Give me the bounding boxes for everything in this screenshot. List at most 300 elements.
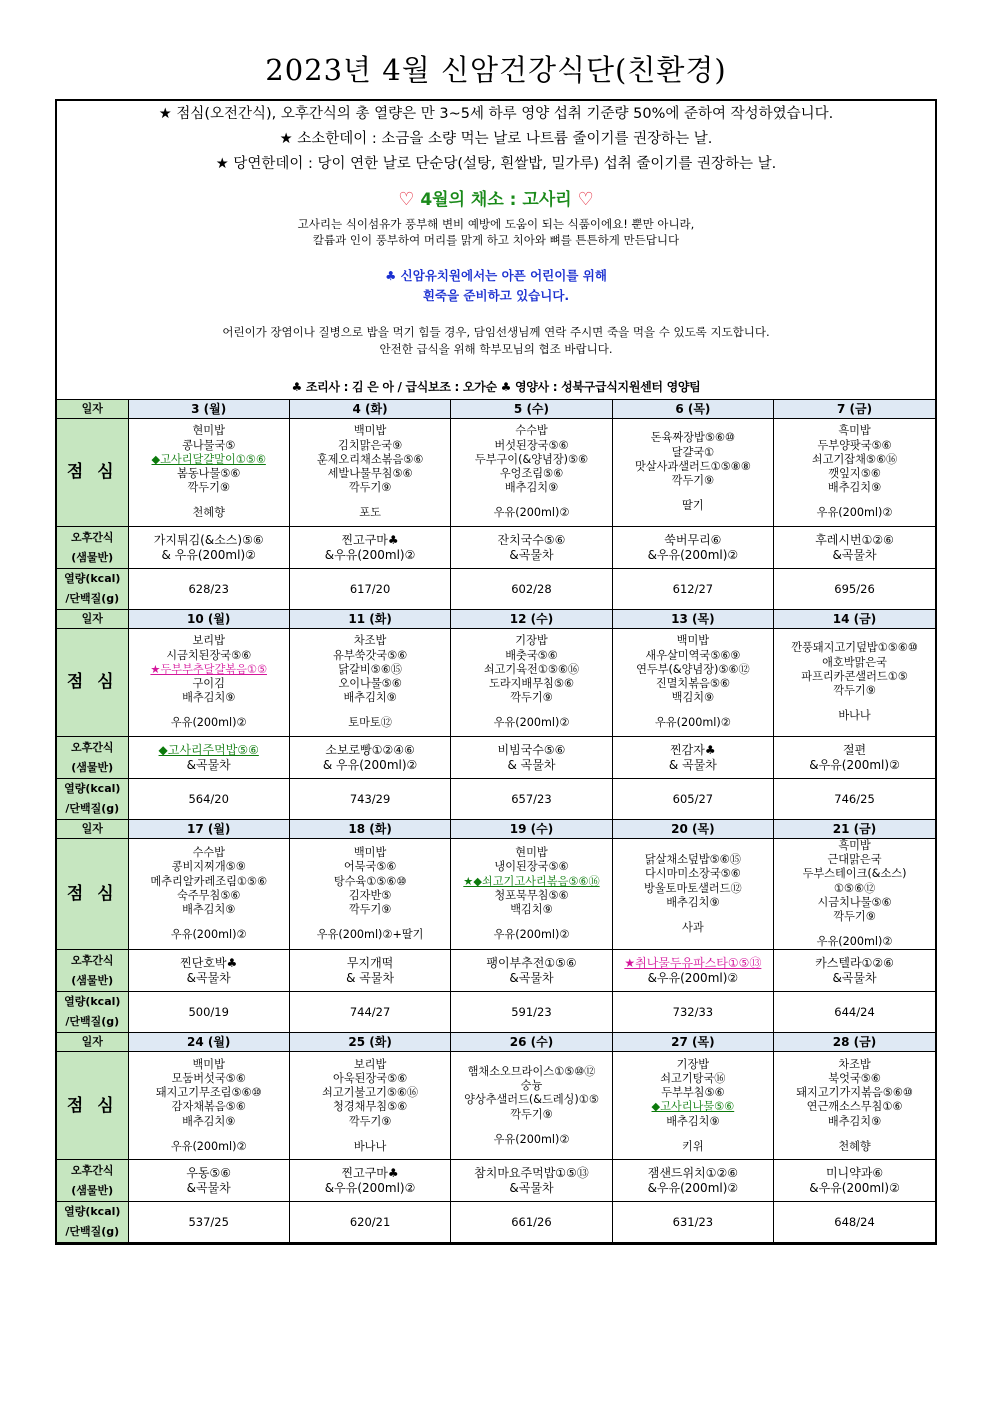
snack-label-line: 오후간식 [70,740,114,754]
menu-item: 버섯된장국⑤⑥ [494,438,569,452]
lunch-cell [128,1052,289,1160]
menu-item: 콩비지찌개⑤⑨ [171,860,246,874]
menu-item: 숭늉 [520,1079,543,1093]
snack-label-line: (샘물반) [71,1183,114,1197]
menu-item: 냉이된장국⑤⑥ [494,860,569,874]
snack-label [57,950,128,992]
lunch-extra: 딸기 [682,499,704,513]
spacer [129,705,289,716]
kcal-cell: 564/20 [128,779,289,820]
snack-cell [612,950,773,992]
snack-item: &우유(200ml)② [809,1180,900,1195]
menu-item: 돈육짜장밥⑤⑥⑩ [650,431,735,445]
snack-item: &곡물차 [509,1180,554,1195]
date-cell: 18 (화) [289,820,450,839]
date-cell: 4 (화) [289,400,450,419]
spacer [774,495,935,506]
snack-item: &우유(200ml)② [324,547,416,562]
menu-item: 배춧국⑤⑥ [505,648,558,662]
kcal-cell: 500/19 [128,992,289,1033]
menu-item: 감자채볶음⑤⑥ [171,1100,246,1114]
spacer [613,705,773,716]
snack-cell [289,527,450,569]
snack-row [57,527,935,569]
date-cell: 7 (금) [774,400,935,419]
menu-item: 봄동나물⑤⑥ [177,467,241,480]
menu-item: 진멸치볶음⑤⑥ [655,677,730,690]
lunch-label: 점 심 [57,1052,128,1160]
date-row [57,400,935,419]
menu-item: 보리밥 [192,634,225,648]
lunch-cell [774,839,935,950]
kcal-label-line: /단백질(g) [65,592,120,605]
date-cell: 14 (금) [774,610,935,629]
menu-item: 새우살미역국⑤⑥⑨ [645,648,741,662]
snack-item: 소보로빵①②④⑥ [325,742,415,757]
snack-item: & 곡물차 [507,757,556,772]
menu-item: 깐풍돼지고기덮밥①⑤⑥⑩ [791,641,918,655]
menu-item: 보리밥 [353,1057,387,1071]
kcal-row [57,992,935,1033]
menu-item: 흑미밥 [838,839,871,852]
vegetable-desc-line: 칼륨과 인이 풍부하여 머리를 맑게 하고 치아와 뼈를 튼튼하게 만든답니다 [312,233,680,247]
snack-item: &우유(200ml)② [647,970,739,985]
kcal-cell: 657/23 [451,779,612,820]
menu-item: 두부스테이크(&소스) [802,867,907,881]
kcal-cell: 648/24 [774,1202,935,1243]
menu-item: 백미밥 [192,1057,225,1071]
lunch-extra: 포도 [359,506,381,520]
spacer [290,917,450,928]
menu-item: 깍두기⑨ [671,474,715,488]
menu-item: 닭갈비⑤⑥⑮ [338,662,402,676]
kcal-label-line: /단백질(g) [65,802,120,815]
lunch-cell [451,839,612,950]
lunch-extra: 토마토⑫ [348,716,392,730]
menu-item: 백미밥 [676,634,710,648]
menu-item: 배추김치⑨ [182,1114,236,1128]
snack-item: 찐고구마♣ [341,1165,399,1180]
menu-item: 모둠버섯국⑤⑥ [171,1072,246,1086]
lunch-cell [774,419,935,527]
snack-item: & 곡물차 [346,970,395,985]
snack-label [57,527,128,569]
notice-line: ★ 점심(오전간식), 오후간식의 총 열량은 만 3~5세 하루 영양 섭취 기준량 50%에 준하여 작성하였습니다. [158,106,834,122]
snack-cell [774,950,935,992]
snack-label-line: 오후간식 [70,1163,114,1177]
lunch-label: 점 심 [57,629,128,737]
lunch-cell [128,629,289,737]
date-cell: 27 (목) [612,1033,773,1052]
menu-item: ①⑤⑥⑫ [833,881,876,895]
spacer [129,1129,289,1140]
menu-item: 오이나물⑤⑥ [338,677,402,690]
menu-item: 햄채소오므라이스①⑤⑩⑫ [467,1064,596,1078]
kcal-cell: 602/28 [451,569,612,610]
lunch-label: 점 심 [57,419,128,527]
snack-item: &곡물차 [186,970,231,985]
lunch-cell [774,1052,935,1160]
menu-item: 숙주무침⑤⑥ [177,888,241,902]
lunch-row [57,1052,935,1160]
menu-item: 돼지고기가지볶음⑤⑥⑩ [796,1086,913,1100]
kcal-cell: 605/27 [612,779,773,820]
snack-item: 찐감자♣ [670,742,716,757]
menu-item: 깍두기⑨ [833,684,876,698]
day-label: 일자 [57,400,128,419]
snack-cell [128,527,289,569]
snack-cell [289,950,450,992]
snack-item: 잼샌드위치①②⑥ [647,1165,738,1180]
menu-item: 백미밥 [353,424,387,438]
menu-sheet [55,99,937,1245]
lunch-extra: 천혜향 [192,506,225,520]
porridge-line: ♣ 신암유치원에서는 아픈 어린이를 위해 [385,268,607,283]
snack-label-line: (샘물반) [71,550,114,564]
kcal-cell: 591/23 [451,992,612,1033]
snack-item: & 곡물차 [668,757,717,772]
lunch-extra: 우유(200ml)② [170,716,247,730]
menu-item: 백김치⑨ [510,902,553,916]
menu-item: 배추김치⑨ [666,1114,720,1128]
snack-cell [289,737,450,779]
menu-item: 세발나물무침⑤⑥ [327,467,413,480]
page-title: 2023년 4월 신암건강식단(친환경) [265,53,727,87]
kcal-cell: 617/20 [289,569,450,610]
snack-item: 잔치국수⑤⑥ [497,532,566,547]
menu-item: 방울토마토샐러드⑫ [644,881,742,895]
menu-item: 현미밥 [515,846,548,860]
snack-row [57,950,935,992]
vegetable-description [57,216,935,248]
snack-cell [451,737,612,779]
snack-label-line: (샘물반) [71,760,114,774]
menu-item: 깻잎지⑤⑥ [828,467,881,480]
lunch-extra: 우유(200ml)② [493,506,570,520]
spacer [451,705,611,716]
menu-item: 기장밥 [515,634,548,648]
menu-item: 쇠고기탕국⑯ [660,1072,726,1086]
lunch-extra: 우유(200ml)② [493,716,570,730]
date-cell: 12 (수) [451,610,612,629]
menu-item: ★두부부추달걀볶음①⑤ [150,662,267,676]
snack-item: &곡물차 [832,970,877,985]
menu-item: 배추김치⑨ [504,481,559,495]
lunch-extra: 키위 [682,1139,704,1153]
spacer [290,495,450,506]
snack-item: 우동⑤⑥ [186,1165,232,1180]
staff-line: ♣ 조리사 : 김 은 아 / 급식보조 : 오가순 ♣ 영양사 : 성북구급식지원센터 영양팀 [291,380,701,394]
lunch-extra: 우유(200ml)② [493,928,570,942]
snack-item: 절편 [842,742,867,757]
kcal-cell: 661/26 [451,1202,612,1243]
guide-notice [57,324,935,358]
lunch-extra: 우유(200ml)② [655,716,731,730]
lunch-extra: 사과 [682,921,704,935]
snack-item: 찐단호박♣ [180,955,238,970]
kcal-cell: 695/26 [774,569,935,610]
snack-item: &우유(200ml)② [647,1180,739,1195]
spacer [774,924,935,935]
menu-item: 깍두기⑨ [187,481,230,495]
kcal-row [57,569,935,610]
date-cell: 10 (월) [128,610,289,629]
lunch-cell [289,839,450,950]
date-cell: 24 (월) [128,1033,289,1052]
snack-item: 찐고구마♣ [341,532,399,547]
notice-line: ★ 소소한데이 : 소금을 소량 먹는 날로 나트륨 줄이기를 권장하는 날. [279,131,713,147]
kcal-label-line: 열량(kcal) [64,1205,121,1219]
day-label: 일자 [57,820,128,839]
menu-item: 수수밥 [192,846,225,860]
date-cell: 17 (월) [128,820,289,839]
spacer [613,1129,773,1140]
lunch-extra: 우유(200ml)② [816,935,893,949]
date-row [57,1033,935,1052]
kcal-label-line: /단백질(g) [65,1225,120,1239]
lunch-cell [128,419,289,527]
snack-cell [612,737,773,779]
kcal-label-line: 열량(kcal) [64,995,121,1009]
kcal-cell: 644/24 [774,992,935,1033]
snack-cell [612,527,773,569]
menu-item: 파프리카콘샐러드①⑤ [801,669,908,683]
lunch-cell [774,629,935,737]
menu-item: 닭살채소덮밥⑤⑥⑮ [644,853,741,867]
kcal-cell: 620/21 [289,1202,450,1243]
menu-item: 청경채무침⑤⑥ [333,1100,408,1114]
snack-item: & 우유(200ml)② [322,757,418,772]
lunch-extra: 우유(200ml)② [493,1132,570,1146]
snack-item: 후레시번①②⑥ [815,532,894,547]
date-cell: 21 (금) [774,820,935,839]
snack-item: &곡물차 [509,970,554,985]
lunch-row [57,419,935,527]
kcal-cell: 743/29 [289,779,450,820]
date-cell: 26 (수) [451,1033,612,1052]
lunch-cell [612,1052,773,1160]
menu-item: 두부부침⑤⑥ [661,1086,725,1100]
snack-item: 미니약과⑥ [825,1165,884,1180]
snack-label-line: 오후간식 [70,530,114,544]
kcal-cell: 744/27 [289,992,450,1033]
snack-item: 쑥버무리⑥ [664,532,722,547]
menu-table [57,400,935,1243]
date-cell: 28 (금) [774,1033,935,1052]
spacer [129,917,289,928]
date-cell: 20 (목) [612,820,773,839]
day-label: 일자 [57,1033,128,1052]
snack-cell [128,737,289,779]
lunch-cell [289,1052,450,1160]
lunch-extra: 천혜향 [838,1139,871,1153]
kcal-cell: 746/25 [774,779,935,820]
menu-item: 연두부(&양념장)⑤⑥⑫ [636,662,750,676]
snack-label [57,737,128,779]
kcal-label [57,1202,128,1243]
snack-item: &곡물차 [186,757,231,772]
kcal-cell: 732/33 [612,992,773,1033]
guide-line: 안전한 급식을 위해 학부모님의 협조 바랍니다. [379,342,613,356]
menu-item: 배추김치⑨ [182,902,236,916]
snack-item: &곡물차 [509,547,554,562]
menu-item: 근대맑은국 [827,853,882,867]
snack-item: &곡물차 [832,547,877,562]
date-cell: 3 (월) [128,400,289,419]
snack-cell [774,527,935,569]
menu-item: 도라지배무침⑤⑥ [489,677,574,690]
snack-item: & 우유(200ml)② [161,547,256,562]
menu-item: 맛살사과샐러드①⑤⑧⑧ [634,459,751,473]
menu-item: 다시마미소장국⑤⑥ [645,867,741,881]
menu-item: ◆고사리나물⑤⑥ [651,1100,735,1114]
snack-cell [451,527,612,569]
kcal-row [57,779,935,820]
kcal-label-line: /단백질(g) [65,1015,120,1029]
menu-item: 배추김치⑨ [827,1114,882,1128]
menu-item: 깍두기⑨ [348,481,392,495]
snack-cell [128,950,289,992]
snack-cell [451,950,612,992]
snack-item: 팽이부추전①⑤⑥ [486,955,577,970]
menu-item: 깍두기⑨ [348,902,392,916]
lunch-cell [289,629,450,737]
menu-item: 수수밥 [515,424,548,438]
kcal-label [57,992,128,1033]
date-cell: 6 (목) [612,400,773,419]
snack-item: 가지튀김(&소스)⑤⑥ [153,532,264,547]
menu-item: 훈제오리채소볶음⑤⑥ [316,452,424,466]
notice-line: ★ 당연한데이 : 당이 연한 날로 단순당(설탕, 흰쌀밥, 밀가루) 섭취 줄이기를 권장하는 날. [215,156,777,172]
menu-item: 현미밥 [192,424,225,438]
menu-item: 북엇국⑤⑥ [828,1072,881,1086]
lunch-row [57,629,935,737]
snack-item: ★취나물두유파스타①⑤⑬ [624,955,762,970]
kcal-cell: 612/27 [612,569,773,610]
snack-item: ◆고사리주먹밥⑤⑥ [158,742,259,757]
menu-item: 두부양팟국⑤⑥ [817,438,892,452]
menu-item: 깍두기⑨ [348,1114,392,1128]
menu-item: 우엉조림⑤⑥ [499,467,564,480]
snack-row [57,737,935,779]
menu-item: 연근깨소스무침①⑥ [806,1100,903,1114]
spacer [774,1129,935,1140]
menu-item: 달걀국① [671,445,715,459]
lunch-extra: 우유(200ml)② [170,1139,247,1153]
porridge-notice [57,266,935,306]
lunch-extra: 바나나 [353,1139,387,1153]
date-row [57,610,935,629]
snack-cell [612,1160,773,1202]
spacer [129,495,289,506]
snack-item: 카스텔라①②⑥ [815,955,894,970]
lunch-extra: 우유(200ml)②+딸기 [316,928,424,942]
kcal-label-line: 열량(kcal) [64,782,121,795]
spacer [774,698,935,709]
snack-item: &우유(200ml)② [324,1180,416,1195]
heart-icon: ♡ [577,189,594,210]
snack-item: 비빔국수⑤⑥ [497,742,566,757]
menu-item: 깍두기⑨ [833,910,876,924]
guide-line: 어린이가 장염이나 질병으로 밥을 먹기 힘들 경우, 담임선생님께 연락 주시면 죽을 먹을 수 있도록 지도합니다. [222,325,770,339]
kcal-row [57,1202,935,1243]
month-vegetable [57,185,935,210]
menu-item: 애호박맑은국 [822,655,887,669]
menu-item: 김치맑은국⑨ [338,438,403,452]
spacer [613,910,773,921]
snack-row [57,1160,935,1202]
menu-item: 배추김치⑨ [666,895,720,909]
lunch-cell [612,629,773,737]
porridge-line: 흰죽을 준비하고 있습니다. [422,288,570,303]
spacer [451,495,611,506]
menu-item: 기장밥 [676,1057,710,1071]
menu-item: 돼지고기무조림⑤⑥⑩ [155,1086,262,1100]
menu-item: 깍두기⑨ [510,691,553,705]
kcal-label [57,569,128,610]
snack-item: &곡물차 [186,1180,231,1195]
date-row [57,820,935,839]
snack-cell [128,1160,289,1202]
snack-cell [774,737,935,779]
snack-item: 무지개떡 [346,955,394,970]
date-cell: 11 (화) [289,610,450,629]
kcal-cell: 628/23 [128,569,289,610]
menu-item: 쇠고기육전①⑤⑥⑯ [483,662,580,676]
menu-item: 배추김치⑨ [182,691,236,705]
snack-cell [451,1160,612,1202]
menu-item: 어묵국⑤⑥ [343,860,397,874]
date-cell: 19 (수) [451,820,612,839]
kcal-cell: 631/23 [612,1202,773,1243]
menu-item: 백미밥 [353,846,387,860]
menu-item: 시금치된장국⑤⑥ [166,648,252,662]
lunch-cell [128,839,289,950]
spacer [290,1129,450,1140]
menu-item: 두부구이(&양념장)⑤⑥ [474,452,589,466]
menu-item: 청포묵무침⑤⑥ [494,888,569,902]
lunch-row [57,839,935,950]
menu-item: 배추김치⑨ [343,691,397,705]
lunch-extra: 바나나 [838,709,871,723]
menu-item: 배추김치⑨ [827,481,882,495]
menu-item: ★◆쇠고기고사리볶음⑤⑥⑯ [463,874,600,888]
snack-item: &우유(200ml)② [647,547,739,562]
snack-label [57,1160,128,1202]
lunch-cell [612,419,773,527]
day-label: 일자 [57,610,128,629]
month-vegetable-text: 4월의 채소 : 고사리 [420,190,572,210]
spacer [451,917,611,928]
lunch-label: 점 심 [57,839,128,950]
kcal-label [57,779,128,820]
spacer [290,705,450,716]
menu-item: 시금치나물⑤⑥ [817,895,892,909]
menu-item: 차조밥 [353,634,387,648]
menu-item: 쇠고기잡채⑤⑥⑯ [811,452,898,466]
snack-item: 참치마요주먹밥①⑤⑬ [474,1165,589,1180]
kcal-label-line: 열량(kcal) [64,572,121,585]
snack-cell [289,1160,450,1202]
menu-item: 메추리알카레조림①⑤⑥ [150,874,267,888]
lunch-cell [451,1052,612,1160]
snack-label-line: 오후간식 [70,953,114,967]
menu-item: 백김치⑨ [671,691,715,705]
menu-item: 유부쑥갓국⑤⑥ [333,648,408,662]
lunch-extra: 우유(200ml)② [816,506,893,520]
menu-item: 구이김 [192,677,225,690]
lunch-cell [289,419,450,527]
